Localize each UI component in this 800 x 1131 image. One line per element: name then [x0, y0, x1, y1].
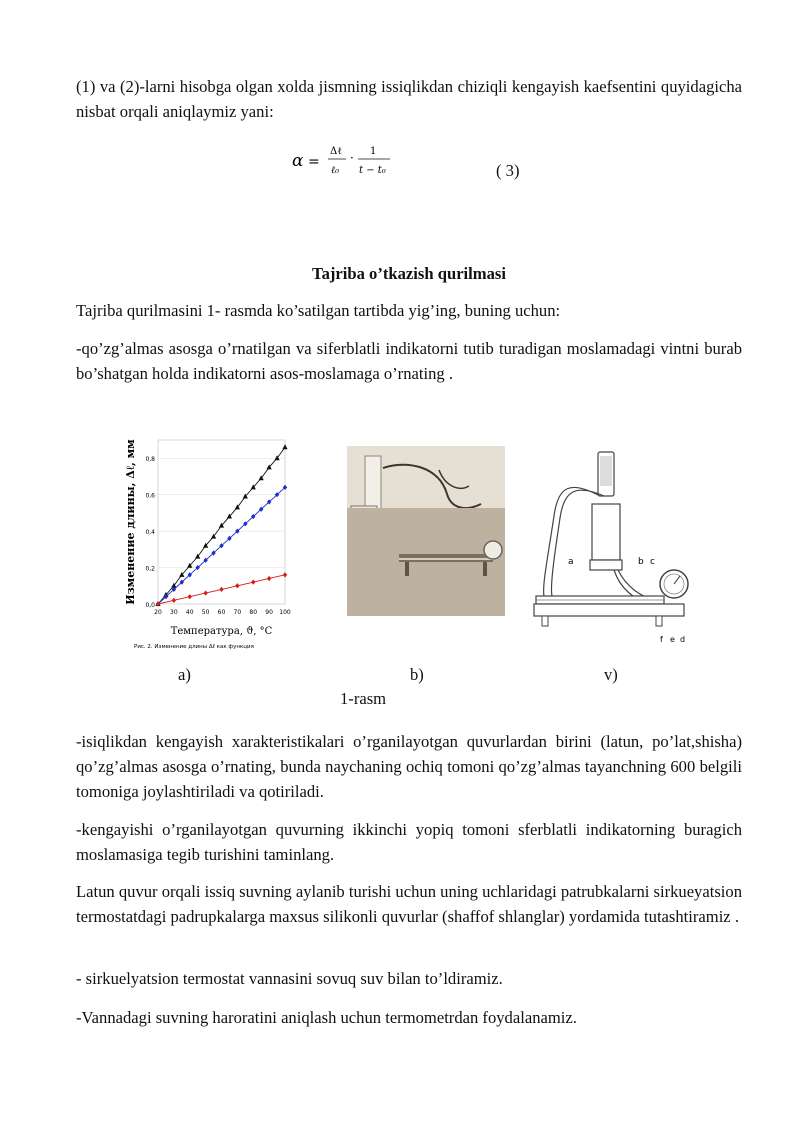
chart-caption: Рис. 2. Изменение длины Δℓ как функция: [134, 644, 254, 650]
x-axis-label: Температура, ϑ, °C: [170, 626, 273, 637]
figure-label-b: b): [410, 665, 424, 684]
figure-b-photo: [347, 446, 505, 616]
section-heading: Tajriba o’tkazish qurilmasi: [312, 264, 506, 283]
y-tick-label: 0,8: [145, 456, 155, 464]
paragraph-7: -Vannadagi suvning haroratini aniqlash uchun termometrdan foydalanamiz.: [76, 1008, 577, 1027]
figure-caption: 1-rasm: [340, 689, 387, 708]
diagram-label-b: b: [638, 557, 644, 567]
data-point: [188, 594, 192, 599]
x-tick-label: 90: [265, 609, 273, 616]
intro-paragraph: (1) va (2)-larni hisobga olgan xolda jismning issiqlikdan chiziqli kengayish kaefsentini quyidagicha nisbat orqali aniqlaymiz yani:: [76, 77, 742, 121]
x-tick-label: 40: [185, 609, 194, 616]
formula-eq: =: [308, 154, 320, 170]
chart-svg: [120, 432, 295, 657]
paragraph-1: Tajriba qurilmasini 1- rasmda ko’satilgan tartibda yig’ing, buning uchun:: [76, 301, 561, 320]
formula-lhs: α: [292, 151, 304, 171]
x-tick-label: 30: [170, 609, 178, 616]
diagram-label-d: d: [680, 635, 686, 644]
x-tick-label: 20: [154, 609, 162, 616]
paragraph-5: Latun quvur orqali issiq suvning aylanib turishi uchun uning uchlaridagi patrubkalarni sirkueyatsion termostatdagi padrupkalarga maxsus silikonli quvurlar (shaffof shlanglar) yordamida tutashtiramiz .: [76, 882, 742, 926]
photo-svg: [347, 446, 505, 616]
x-tick-label: 100: [279, 609, 291, 616]
diagram-label-e: e: [670, 635, 675, 644]
y-tick-label: 0,0: [145, 602, 155, 609]
figure-label-a: a): [178, 665, 191, 684]
diagram-label-c: c: [650, 557, 655, 567]
data-point: [251, 580, 255, 585]
y-tick-label: 0,6: [145, 492, 155, 500]
formula-num2: 1: [370, 146, 377, 157]
x-tick-label: 70: [233, 609, 242, 616]
data-point: [172, 598, 176, 603]
diagram-label-f: f: [660, 635, 663, 644]
data-point: [203, 590, 207, 595]
formula-num1: Δℓ: [330, 146, 343, 157]
diagram-label-a: a: [568, 557, 574, 567]
y-tick-label: 0,4: [145, 529, 155, 537]
paragraph-4: -kengayishi o’rganilayotgan quvurning ikkinchi yopiq tomoni sferblatli indikatorning buragich moslamasiga tegib turishini taminlang.: [76, 820, 742, 864]
x-tick-label: 60: [217, 609, 226, 616]
y-axis-label: Изменение длины, Δℓ, мм: [124, 439, 137, 605]
paragraph-6: - sirkuelyatsion termostat vannasini sovuq suv bilan to’ldiramiz.: [76, 969, 503, 988]
equation-number: ( 3): [496, 161, 520, 180]
data-point: [282, 444, 287, 449]
paragraph-3: -isiqlikdan kengayish xarakteristikalari o’rganilayotgan quvurlardan birini (latun, po’lat,shisha) qo’zg’almas asosga o’rnating, bunda naychaning ochiq tomoni qo’zg’almas tayanchning 600 belgili tomoniga joylashtiriladi va qotiriladi.: [76, 732, 742, 801]
paragraph-2: -qo’zg’almas asosga o’rnatilgan va siferblatli indikatorni tutib turadigan moslamadagi vintni burab bo’shatgan holda indikatorni asos-moslamaga o’rnating .: [76, 339, 742, 383]
figure-a-chart: [120, 432, 295, 657]
data-point: [235, 583, 239, 588]
formula-den2: t − t₀: [359, 165, 386, 176]
formula-dot: ·: [350, 151, 354, 165]
data-point: [283, 572, 287, 577]
figure-label-v: v): [604, 665, 618, 684]
formula-den1: ℓ₀: [331, 165, 340, 176]
data-point: [267, 576, 271, 581]
formula-svg: [290, 140, 400, 184]
figure-v-diagram: [530, 446, 695, 646]
x-tick-label: 80: [249, 609, 258, 616]
y-tick-label: 0,2: [145, 565, 155, 573]
x-tick-label: 50: [201, 609, 210, 616]
data-point: [219, 587, 223, 592]
diagram-svg: [530, 446, 695, 646]
formula-alpha: [290, 140, 400, 184]
